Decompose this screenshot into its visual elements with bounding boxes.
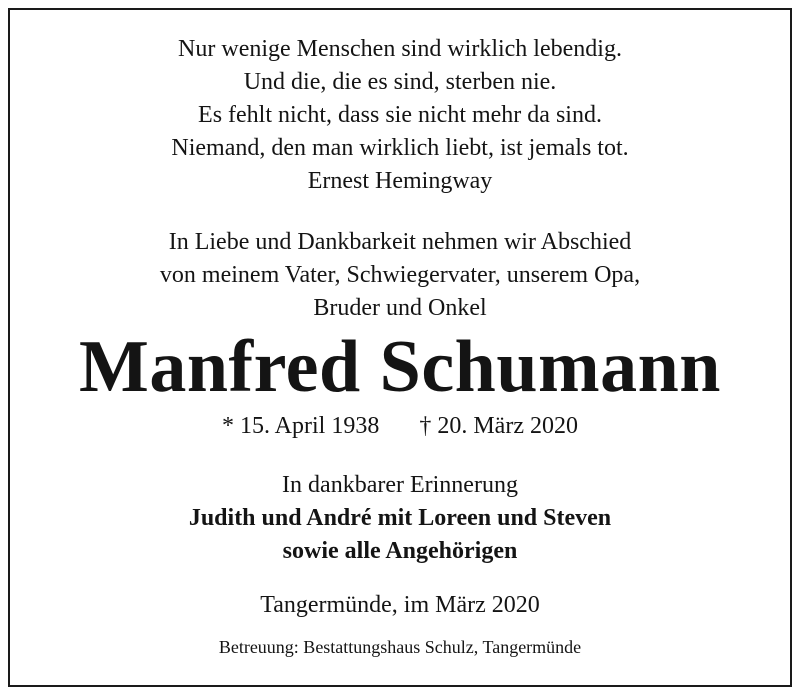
poem-line-1: Nur wenige Menschen sind wirklich lebendig. [178,36,622,62]
life-dates [10,414,790,438]
death-date: † 20. März 2020 [419,413,578,439]
obituary-notice [8,8,792,687]
farewell-line-3: Bruder und Onkel [313,295,487,321]
farewell-line-1: In Liebe und Dankbarkeit nehmen wir Abschied [168,229,632,255]
family-line-2: sowie alle Angehörigen [282,538,518,564]
family-line-1: Judith und André mit Loreen und Steven [188,505,612,531]
poem-author: Ernest Hemingway [307,168,493,194]
poem-line-3: Es fehlt nicht, dass sie nicht mehr da sind. [198,102,602,128]
farewell-line-2: von meinem Vater, Schwiegervater, unserem Opa, [159,262,641,288]
poem-line-2: Und die, die es sind, sterben nie. [243,69,557,95]
poem-line-4: Niemand, den man wirklich liebt, ist jemals tot. [171,135,629,161]
memory-intro: In dankbarer Erinnerung [282,472,518,498]
deceased-name: Manfred Schumann [79,326,721,408]
place-date: Tangermünde, im März 2020 [260,592,540,618]
birth-date: * 15. April 1938 [222,413,380,439]
undertaker-credit: Betreuung: Bestattungshaus Schulz, Tangermünde [218,637,582,657]
